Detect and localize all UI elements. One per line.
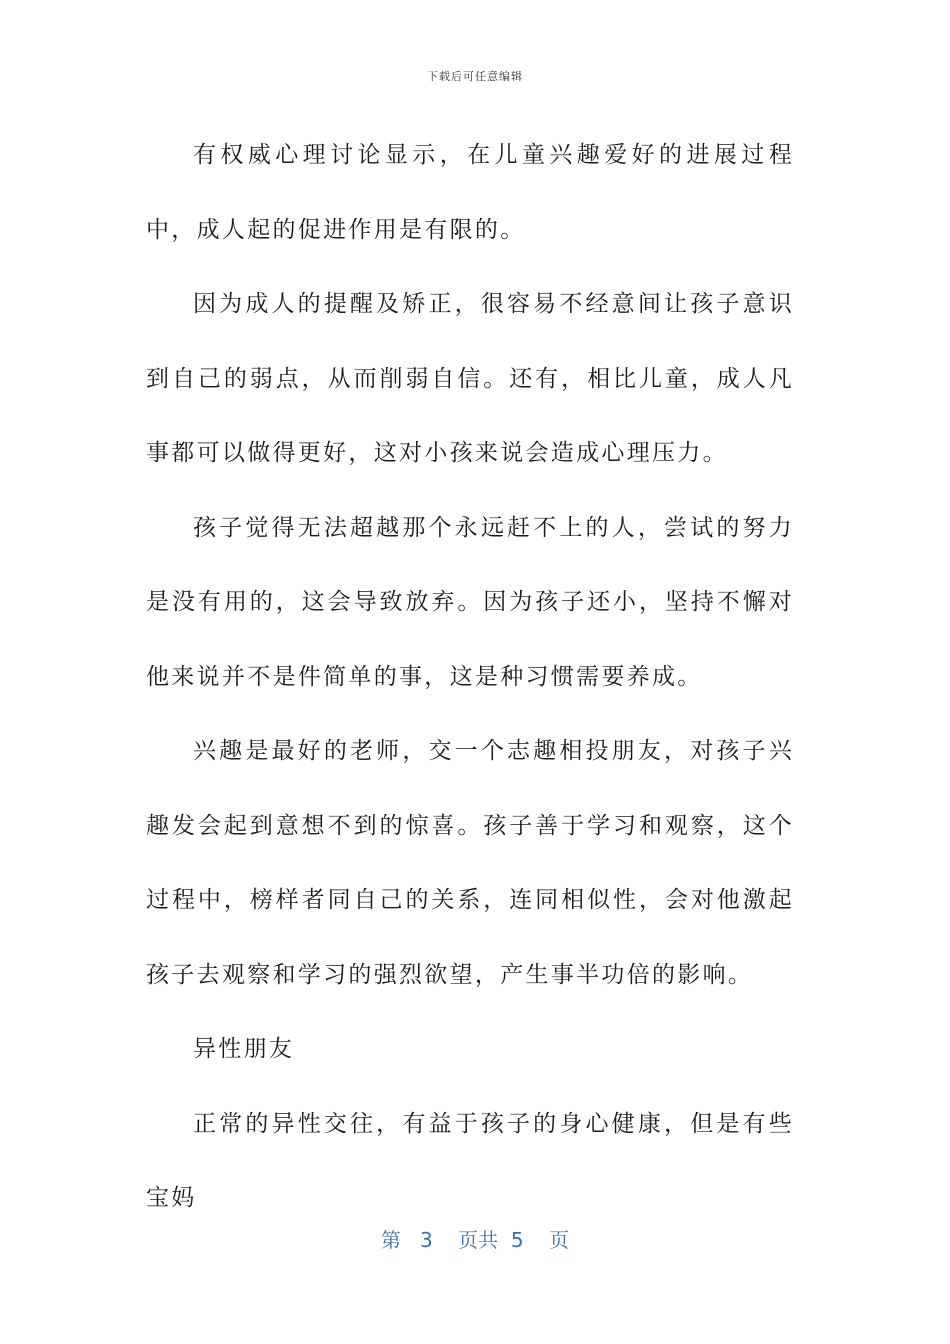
- paragraph: 因为成人的提醒及矫正，很容易不经意间让孩子意识到自己的弱点，从而削弱自信。还有，相比儿童，成人凡事都可以做得更好，这对小孩来说会造成心理压力。: [146, 291, 794, 466]
- total-pages: 5: [510, 1228, 524, 1252]
- section-heading: 异性朋友: [193, 1036, 295, 1062]
- current-page: 3: [420, 1228, 433, 1252]
- page-number: [0, 1224, 950, 1253]
- paragraph: 有权威心理讨论显示，在儿童兴趣爱好的进展过程中，成人起的促进作用是有限的。: [146, 142, 794, 243]
- page-suffix: 页: [549, 1228, 570, 1252]
- header-note: 下载后可任意编辑: [427, 70, 523, 83]
- page-prefix: 第: [380, 1228, 401, 1252]
- paragraph: 正常的异性交往，有益于孩子的身心健康，但是有些宝妈: [146, 1110, 794, 1211]
- paragraph: 兴趣是最好的老师，交一个志趣相投朋友，对孩子兴趣发会起到意想不到的惊喜。孩子善于学习和观察，这个过程中，榜样者同自己的关系，连同相似性，会对他激起孩子去观察和学习的强烈欲望，产生事半功倍的影响。: [146, 738, 794, 988]
- document-body: [146, 118, 794, 1236]
- paragraph: 孩子觉得无法超越那个永远赶不上的人，尝试的努力是没有用的，这会导致放弃。因为孩子还小，坚持不懈对他来说并不是件简单的事，这是种习惯需要养成。: [146, 514, 794, 690]
- page-middle: 页共: [458, 1228, 499, 1252]
